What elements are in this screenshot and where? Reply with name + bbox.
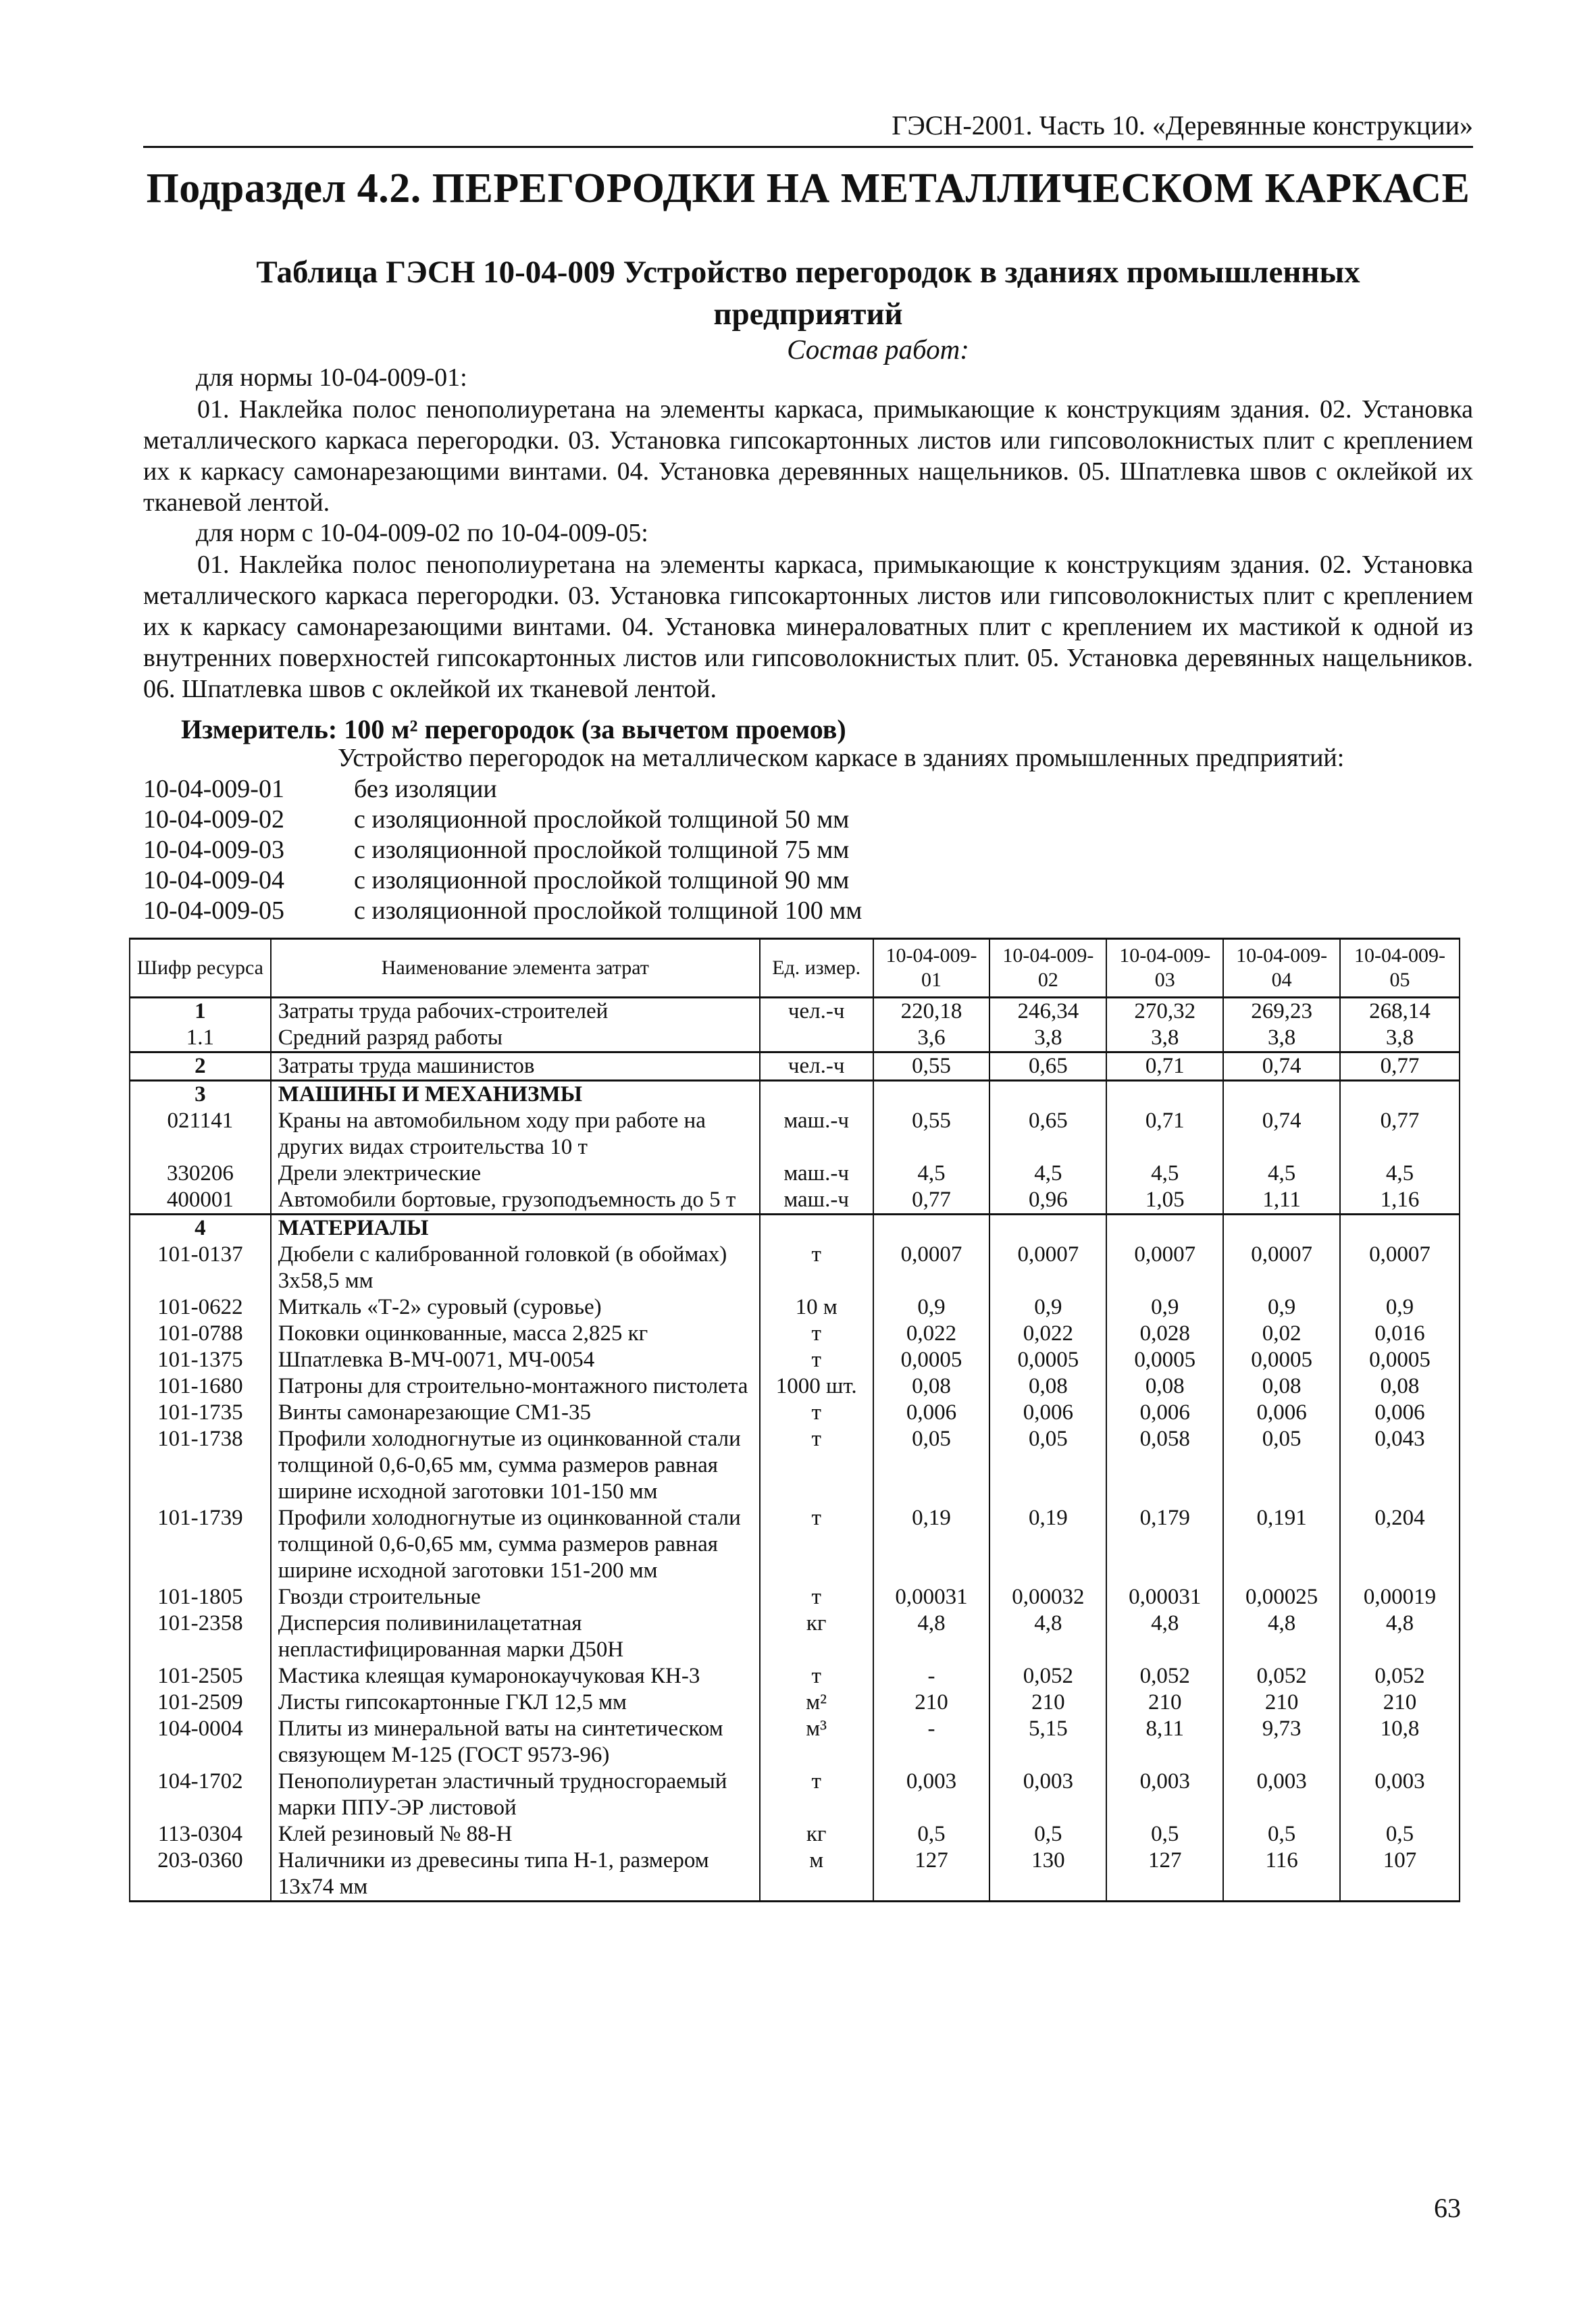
resource-name: Затраты труда рабочих-строителей bbox=[271, 998, 760, 1025]
norm-code-description: с изоляционной прослойкой толщиной 100 мм bbox=[354, 896, 863, 925]
resource-value: 0,96 bbox=[989, 1187, 1106, 1215]
resource-value: 0,058 bbox=[1106, 1426, 1223, 1505]
resource-value: 0,9 bbox=[1223, 1294, 1340, 1321]
table-row bbox=[130, 1081, 1460, 1109]
resource-value: 107 bbox=[1340, 1848, 1460, 1902]
resource-unit bbox=[760, 1025, 873, 1052]
resource-value: 0,006 bbox=[1223, 1400, 1340, 1426]
resource-value: 0,05 bbox=[1223, 1426, 1340, 1505]
resource-name: Патроны для строительно-монтажного пистолета bbox=[271, 1373, 760, 1400]
resource-value bbox=[1223, 1215, 1340, 1242]
norm-code: 10-04-009-01 bbox=[143, 775, 284, 803]
resource-value: 0,00031 bbox=[1106, 1584, 1223, 1610]
resource-value: 0,00032 bbox=[989, 1584, 1106, 1610]
resource-value: 0,5 bbox=[1106, 1821, 1223, 1848]
resource-value: 127 bbox=[873, 1848, 990, 1902]
resource-unit: чел.-ч bbox=[760, 998, 873, 1025]
resource-value: 127 bbox=[1106, 1848, 1223, 1902]
table-row bbox=[130, 1373, 1460, 1400]
table-row bbox=[130, 1663, 1460, 1689]
resource-value: 4,8 bbox=[1340, 1610, 1460, 1663]
table-row bbox=[130, 1187, 1460, 1215]
resource-unit: маш.-ч bbox=[760, 1187, 873, 1215]
resource-code: 101-1735 bbox=[130, 1400, 271, 1426]
table-row bbox=[130, 1215, 1460, 1242]
resource-code: 400001 bbox=[130, 1187, 271, 1215]
resource-unit: т bbox=[760, 1584, 873, 1610]
measure-unit: Измеритель: 100 м² перегородок (за вычетом проемов) bbox=[181, 714, 846, 744]
table-row bbox=[130, 1689, 1460, 1716]
resource-value: 0,08 bbox=[989, 1373, 1106, 1400]
header-rule bbox=[143, 146, 1473, 148]
resource-value: 0,006 bbox=[873, 1400, 990, 1426]
resource-value: 116 bbox=[1223, 1848, 1340, 1902]
resource-value: 0,022 bbox=[873, 1321, 990, 1347]
resource-value bbox=[1106, 1215, 1223, 1242]
resource-value: 0,08 bbox=[1340, 1373, 1460, 1400]
resource-code: 3 bbox=[130, 1081, 271, 1109]
table-row bbox=[130, 1025, 1460, 1052]
table-row bbox=[130, 1610, 1460, 1663]
resource-value: 269,23 bbox=[1223, 998, 1340, 1025]
resource-code: 101-1680 bbox=[130, 1373, 271, 1400]
resource-value: 0,052 bbox=[989, 1663, 1106, 1689]
norm-codes-list bbox=[143, 774, 862, 926]
resource-unit: маш.-ч bbox=[760, 1108, 873, 1161]
resource-unit: кг bbox=[760, 1821, 873, 1848]
resource-value: 0,55 bbox=[873, 1052, 990, 1081]
norm-code: 10-04-009-04 bbox=[143, 866, 284, 894]
table-row bbox=[130, 1400, 1460, 1426]
resource-value bbox=[873, 1215, 990, 1242]
resource-unit: 10 м bbox=[760, 1294, 873, 1321]
table-row bbox=[130, 1584, 1460, 1610]
resource-name: Гвозди строительные bbox=[271, 1584, 760, 1610]
resource-value: 0,00019 bbox=[1340, 1584, 1460, 1610]
resource-unit bbox=[760, 1215, 873, 1242]
resource-value: 1,16 bbox=[1340, 1187, 1460, 1215]
resource-value: 5,15 bbox=[989, 1716, 1106, 1769]
norm-code-row bbox=[143, 835, 862, 865]
resource-name: Профили холодногнутые из оцинкованной стали толщиной 0,6-0,65 мм, сумма размеров равная ширине исходной заготовки 151-200 мм bbox=[271, 1505, 760, 1584]
resource-value: 10,8 bbox=[1340, 1716, 1460, 1769]
intro-text: Устройство перегородок на металлическом каркасе в зданиях промышленных предприятий: bbox=[338, 744, 1345, 772]
resource-name: Затраты труда машинистов bbox=[271, 1052, 760, 1081]
resource-name: Средний разряд работы bbox=[271, 1025, 760, 1052]
resource-value: 0,003 bbox=[873, 1769, 990, 1821]
resources-table bbox=[129, 938, 1460, 1902]
resource-unit: т bbox=[760, 1321, 873, 1347]
resource-value: 0,006 bbox=[1106, 1400, 1223, 1426]
table-row bbox=[130, 1052, 1460, 1081]
col-header-unit: Ед. измер. bbox=[760, 939, 873, 998]
resource-code: 101-2358 bbox=[130, 1610, 271, 1663]
resource-value: 0,00031 bbox=[873, 1584, 990, 1610]
resource-value: 0,0007 bbox=[1340, 1242, 1460, 1294]
resource-value: 210 bbox=[873, 1689, 990, 1716]
resource-value: 0,0005 bbox=[1223, 1347, 1340, 1373]
resource-code: 203-0360 bbox=[130, 1848, 271, 1902]
resource-value: 0,05 bbox=[873, 1426, 990, 1505]
resource-value: 0,022 bbox=[989, 1321, 1106, 1347]
resource-value: 0,0007 bbox=[1106, 1242, 1223, 1294]
table-row bbox=[130, 1716, 1460, 1769]
resource-value: 0,204 bbox=[1340, 1505, 1460, 1584]
table-row bbox=[130, 1242, 1460, 1294]
resource-unit bbox=[760, 1081, 873, 1109]
resource-value: 3,8 bbox=[1106, 1025, 1223, 1052]
resource-unit: м³ bbox=[760, 1716, 873, 1769]
norm1-lead: для нормы 10-04-009-01: bbox=[196, 363, 467, 392]
resource-value: 210 bbox=[1340, 1689, 1460, 1716]
resource-value: 270,32 bbox=[1106, 998, 1223, 1025]
resource-name: Дюбели с калиброванной головкой (в обоймах) 3х58,5 мм bbox=[271, 1242, 760, 1294]
resource-code: 101-2509 bbox=[130, 1689, 271, 1716]
resource-value: 0,65 bbox=[989, 1052, 1106, 1081]
resource-unit: 1000 шт. bbox=[760, 1373, 873, 1400]
resource-value: 0,179 bbox=[1106, 1505, 1223, 1584]
resource-value: 0,08 bbox=[1106, 1373, 1223, 1400]
resource-value: 3,8 bbox=[1223, 1025, 1340, 1052]
resource-value: 8,11 bbox=[1106, 1716, 1223, 1769]
resource-value: 0,65 bbox=[989, 1108, 1106, 1161]
norm-code-row bbox=[143, 774, 862, 805]
resource-value: 130 bbox=[989, 1848, 1106, 1902]
norm-code: 10-04-009-05 bbox=[143, 896, 284, 925]
resource-code: 113-0304 bbox=[130, 1821, 271, 1848]
resource-name: Винты самонарезающие СМ1-35 bbox=[271, 1400, 760, 1426]
resource-value: 0,0005 bbox=[873, 1347, 990, 1373]
resource-value: 0,0007 bbox=[873, 1242, 990, 1294]
resource-value: 3,8 bbox=[1340, 1025, 1460, 1052]
resource-code: 101-1805 bbox=[130, 1584, 271, 1610]
resource-unit: м bbox=[760, 1848, 873, 1902]
resource-value: 0,5 bbox=[1340, 1821, 1460, 1848]
resource-name: МАТЕРИАЛЫ bbox=[271, 1215, 760, 1242]
resource-value: 0,0007 bbox=[989, 1242, 1106, 1294]
resource-code: 4 bbox=[130, 1215, 271, 1242]
resource-name: МАШИНЫ И МЕХАНИЗМЫ bbox=[271, 1081, 760, 1109]
table-title-line2: предприятий bbox=[713, 297, 903, 332]
resource-value: 0,9 bbox=[1340, 1294, 1460, 1321]
resource-value: 0,5 bbox=[989, 1821, 1106, 1848]
resource-value: 0,5 bbox=[873, 1821, 990, 1848]
resource-code: 330206 bbox=[130, 1161, 271, 1187]
table-row bbox=[130, 1821, 1460, 1848]
resource-value: 210 bbox=[1106, 1689, 1223, 1716]
resource-value: 0,5 bbox=[1223, 1821, 1340, 1848]
resource-value: 0,9 bbox=[989, 1294, 1106, 1321]
resource-code: 101-1739 bbox=[130, 1505, 271, 1584]
resource-code: 101-1738 bbox=[130, 1426, 271, 1505]
resource-value: 3,8 bbox=[989, 1025, 1106, 1052]
table-header-row bbox=[130, 939, 1460, 998]
resource-name: Краны на автомобильном ходу при работе на других видах строительства 10 т bbox=[271, 1108, 760, 1161]
resource-code: 101-2505 bbox=[130, 1663, 271, 1689]
resource-name: Шпатлевка В-МЧ-0071, МЧ-0054 bbox=[271, 1347, 760, 1373]
norm-code-description: без изоляции bbox=[354, 775, 497, 803]
table-row bbox=[130, 1505, 1460, 1584]
resource-value: 4,5 bbox=[1340, 1161, 1460, 1187]
table-title-line1: Таблица ГЭСН 10-04-009 Устройство перегородок в зданиях промышленных bbox=[256, 255, 1360, 290]
table-row bbox=[130, 1426, 1460, 1505]
resource-value: 0,028 bbox=[1106, 1321, 1223, 1347]
resource-value: 0,0005 bbox=[989, 1347, 1106, 1373]
norm-code-description: с изоляционной прослойкой толщиной 50 мм bbox=[354, 805, 850, 834]
resource-value: 0,77 bbox=[873, 1187, 990, 1215]
resource-unit: чел.-ч bbox=[760, 1052, 873, 1081]
norm-code-row bbox=[143, 865, 862, 896]
table-row bbox=[130, 1294, 1460, 1321]
resource-value: 0,71 bbox=[1106, 1108, 1223, 1161]
table-row bbox=[130, 1321, 1460, 1347]
resource-code: 101-0788 bbox=[130, 1321, 271, 1347]
resource-value: 0,0005 bbox=[1106, 1347, 1223, 1373]
norm2-lead: для норм с 10-04-009-02 по 10-04-009-05: bbox=[196, 519, 648, 547]
resource-value: 9,73 bbox=[1223, 1716, 1340, 1769]
resource-value: 0,19 bbox=[873, 1505, 990, 1584]
resource-value: 0,0007 bbox=[1223, 1242, 1340, 1294]
page-number: 63 bbox=[1434, 2193, 1461, 2223]
resource-value: 0,052 bbox=[1340, 1663, 1460, 1689]
col-header-norm: 10-04-009-04 bbox=[1223, 939, 1340, 998]
resource-name: Мастика клеящая кумаронокаучуковая КН-3 bbox=[271, 1663, 760, 1689]
table-row bbox=[130, 1848, 1460, 1902]
table-row bbox=[130, 1769, 1460, 1821]
resource-value: 0,77 bbox=[1340, 1052, 1460, 1081]
resource-value: 4,5 bbox=[989, 1161, 1106, 1187]
resource-value: 4,8 bbox=[989, 1610, 1106, 1663]
resource-name: Профили холодногнутые из оцинкованной стали толщиной 0,6-0,65 мм, сумма размеров равная ширине исходной заготовки 101-150 мм bbox=[271, 1426, 760, 1505]
resource-code: 1.1 bbox=[130, 1025, 271, 1052]
running-header: ГЭСН-2001. Часть 10. «Деревянные конструкции» bbox=[892, 110, 1473, 141]
resource-value bbox=[989, 1215, 1106, 1242]
resource-name: Плиты из минеральной ваты на синтетическом связующем М-125 (ГОСТ 9573-96) bbox=[271, 1716, 760, 1769]
resource-value: 210 bbox=[989, 1689, 1106, 1716]
resource-value: 1,11 bbox=[1223, 1187, 1340, 1215]
resource-code: 101-0622 bbox=[130, 1294, 271, 1321]
resource-unit: т bbox=[760, 1505, 873, 1584]
norm-code: 10-04-009-02 bbox=[143, 805, 284, 834]
resource-value: 0,19 bbox=[989, 1505, 1106, 1584]
resource-value: 0,003 bbox=[989, 1769, 1106, 1821]
resource-value bbox=[989, 1081, 1106, 1109]
resource-code: 021141 bbox=[130, 1108, 271, 1161]
resource-name: Клей резиновый № 88-Н bbox=[271, 1821, 760, 1848]
resource-value bbox=[1340, 1081, 1460, 1109]
resource-code: 104-1702 bbox=[130, 1769, 271, 1821]
resource-value: 0,0005 bbox=[1340, 1347, 1460, 1373]
resource-value: 0,003 bbox=[1340, 1769, 1460, 1821]
resource-name: Дисперсия поливинилацетатная непластифицированная марки Д50Н bbox=[271, 1610, 760, 1663]
resource-code: 104-0004 bbox=[130, 1716, 271, 1769]
resource-value: 0,9 bbox=[1106, 1294, 1223, 1321]
resource-value: - bbox=[873, 1663, 990, 1689]
resource-value: 4,8 bbox=[1223, 1610, 1340, 1663]
resource-value: 0,006 bbox=[1340, 1400, 1460, 1426]
resource-unit: т bbox=[760, 1426, 873, 1505]
table-row bbox=[130, 1347, 1460, 1373]
resource-name: Листы гипсокартонные ГКЛ 12,5 мм bbox=[271, 1689, 760, 1716]
resource-value: 0,052 bbox=[1106, 1663, 1223, 1689]
resource-name: Миткаль «Т-2» суровый (суровье) bbox=[271, 1294, 760, 1321]
resource-unit: м² bbox=[760, 1689, 873, 1716]
resource-value: 4,5 bbox=[873, 1161, 990, 1187]
table-row bbox=[130, 998, 1460, 1025]
col-header-norm: 10-04-009-03 bbox=[1106, 939, 1223, 998]
resource-value: 0,55 bbox=[873, 1108, 990, 1161]
resource-value bbox=[1106, 1081, 1223, 1109]
resource-value: 4,5 bbox=[1106, 1161, 1223, 1187]
resource-value: 0,003 bbox=[1106, 1769, 1223, 1821]
resource-value: 0,77 bbox=[1340, 1108, 1460, 1161]
resource-unit: маш.-ч bbox=[760, 1161, 873, 1187]
table-row bbox=[130, 1108, 1460, 1161]
resource-code: 1 bbox=[130, 998, 271, 1025]
resource-value: 0,74 bbox=[1223, 1108, 1340, 1161]
resource-name: Дрели электрические bbox=[271, 1161, 760, 1187]
col-header-code: Шифр ресурса bbox=[130, 939, 271, 998]
resource-unit: кг bbox=[760, 1610, 873, 1663]
resource-value: 4,8 bbox=[873, 1610, 990, 1663]
norm2-text: 01. Наклейка полос пенополиуретана на элементы каркаса, примыкающие к конструкциям здания. 02. Установка металлического каркаса перегородки. 03. Установка гипсокартонных листов или гипсоволокнистых плит с креплением их к каркасу самонарезающими винтами. 04. Установка минераловатных плит с креплением их мастикой к одной из внутренних поверхностей гипсокартонных листов или гипсоволокнистых плит. 05. Установка деревянных нащельников. 06. Шпатлевка швов с оклейкой их тканевой лентой. bbox=[143, 551, 1473, 703]
resource-value: 220,18 bbox=[873, 998, 990, 1025]
resource-value: 0,9 bbox=[873, 1294, 990, 1321]
resource-value bbox=[873, 1081, 990, 1109]
col-header-norm: 10-04-009-02 bbox=[989, 939, 1106, 998]
resource-value: 0,003 bbox=[1223, 1769, 1340, 1821]
norm-code: 10-04-009-03 bbox=[143, 836, 284, 864]
resource-value: 0,00025 bbox=[1223, 1584, 1340, 1610]
col-header-norm: 10-04-009-01 bbox=[873, 939, 990, 998]
resource-unit: т bbox=[760, 1769, 873, 1821]
resource-name: Пенополиуретан эластичный трудносгораемый марки ППУ-ЭР листовой bbox=[271, 1769, 760, 1821]
resource-value: 0,08 bbox=[873, 1373, 990, 1400]
table-row bbox=[130, 1161, 1460, 1187]
resource-value bbox=[1223, 1081, 1340, 1109]
resource-value: 0,74 bbox=[1223, 1052, 1340, 1081]
resource-value: 0,006 bbox=[989, 1400, 1106, 1426]
norm-code-description: с изоляционной прослойкой толщиной 75 мм bbox=[354, 836, 850, 864]
norm1-text: 01. Наклейка полос пенополиуретана на элементы каркаса, примыкающие к конструкциям здания. 02. Установка металлического каркаса перегородки. 03. Установка гипсокартонных листов или гипсоволокнистых плит с креплением их к каркасу самонарезающими винтами. 04. Установка деревянных нащельников. 05. Шпатлевка швов с оклейкой их тканевой лентой. bbox=[143, 395, 1473, 517]
resource-value: 210 bbox=[1223, 1689, 1340, 1716]
col-header-name: Наименование элемента затрат bbox=[271, 939, 760, 998]
resource-value: 1,05 bbox=[1106, 1187, 1223, 1215]
col-header-norm: 10-04-009-05 bbox=[1340, 939, 1460, 998]
section-title: Подраздел 4.2. ПЕРЕГОРОДКИ НА МЕТАЛЛИЧЕСКОМ КАРКАСЕ bbox=[146, 166, 1470, 211]
resource-value: 246,34 bbox=[989, 998, 1106, 1025]
resource-unit: т bbox=[760, 1400, 873, 1426]
resource-unit: т bbox=[760, 1242, 873, 1294]
resource-value: 0,08 bbox=[1223, 1373, 1340, 1400]
resource-code: 101-1375 bbox=[130, 1347, 271, 1373]
norm-code-description: с изоляционной прослойкой толщиной 90 мм bbox=[354, 866, 850, 894]
resource-value: 268,14 bbox=[1340, 998, 1460, 1025]
resource-code: 101-0137 bbox=[130, 1242, 271, 1294]
resource-value: 4,8 bbox=[1106, 1610, 1223, 1663]
resource-name: Автомобили бортовые, грузоподъемность до 5 т bbox=[271, 1187, 760, 1215]
resource-value bbox=[1340, 1215, 1460, 1242]
resource-code: 2 bbox=[130, 1052, 271, 1081]
resource-value: 4,5 bbox=[1223, 1161, 1340, 1187]
resource-value: - bbox=[873, 1716, 990, 1769]
norm-code-row bbox=[143, 805, 862, 835]
resource-value: 0,02 bbox=[1223, 1321, 1340, 1347]
resource-value: 0,05 bbox=[989, 1426, 1106, 1505]
norm-code-row bbox=[143, 896, 862, 926]
resource-value: 3,6 bbox=[873, 1025, 990, 1052]
resource-unit: т bbox=[760, 1347, 873, 1373]
resource-value: 0,191 bbox=[1223, 1505, 1340, 1584]
resource-name: Наличники из древесины типа Н-1, размером 13х74 мм bbox=[271, 1848, 760, 1902]
resource-name: Поковки оцинкованные, масса 2,825 кг bbox=[271, 1321, 760, 1347]
resource-value: 0,052 bbox=[1223, 1663, 1340, 1689]
resource-value: 0,043 bbox=[1340, 1426, 1460, 1505]
resource-unit: т bbox=[760, 1663, 873, 1689]
resource-value: 0,71 bbox=[1106, 1052, 1223, 1081]
table-title bbox=[143, 251, 1473, 335]
composition-label: Состав работ: bbox=[787, 334, 969, 365]
resource-value: 0,016 bbox=[1340, 1321, 1460, 1347]
